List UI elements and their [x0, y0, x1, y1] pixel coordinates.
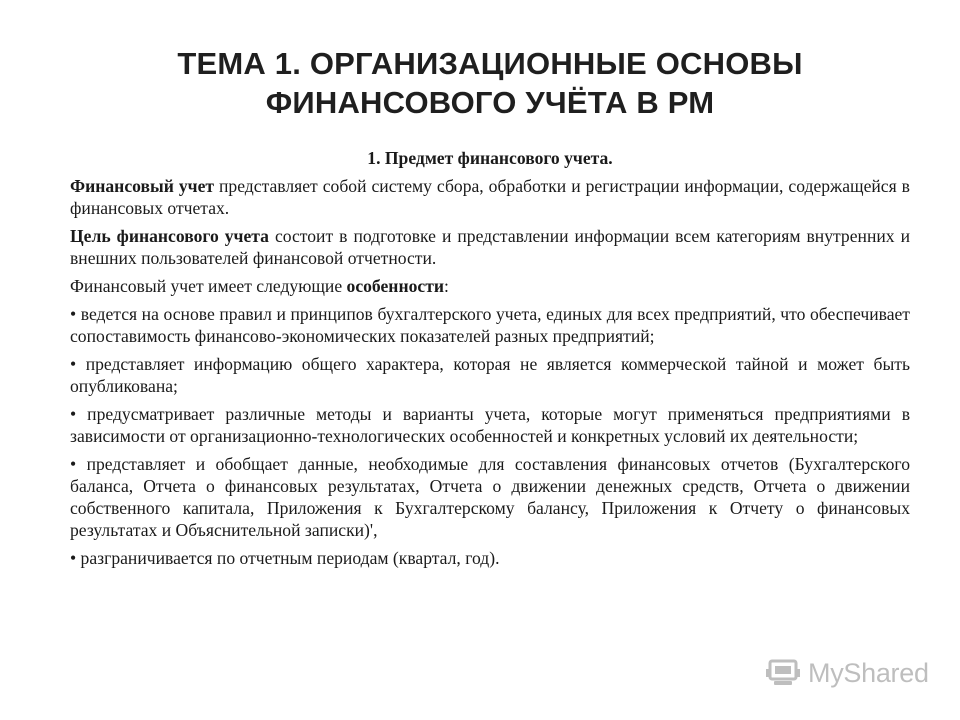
- bullet-item: • представляет информацию общего характера, которая не является коммерческой тайной и может быть опубликована;: [70, 354, 910, 396]
- bullet-item: • разграничивается по отчетным периодам (квартал, год).: [70, 548, 500, 568]
- bullet-item: • ведется на основе правил и принципов бухгалтерского учета, единых для всех предприятий, что обеспечивает сопоставимость финансово-экономических показателей разных предприятий;: [70, 304, 910, 346]
- paragraph-definition: [70, 175, 910, 219]
- definition-text: представляет собой систему сбора, обработки и регистрации информации, содержащейся в финансовых отчетах.: [70, 176, 910, 218]
- title-line-2: ФИНАНСОВОГО УЧЁТА В РМ: [265, 85, 715, 120]
- bullet-item: • предусматривает различные методы и варианты учета, которые могут применяться предприятиями в зависимости от организационно-технологических особенностей и конкретных условий их деятельности;: [70, 404, 910, 446]
- goal-text: состоит в подготовке и представлении информации всем категориям внутренних и внешних пользователей финансовой отчетности.: [70, 226, 910, 268]
- features-intro-text: Финансовый учет имеет следующие: [70, 276, 347, 296]
- watermark: [764, 656, 929, 690]
- watermark-text: MyShared: [808, 657, 929, 688]
- page-title: [120, 44, 860, 122]
- goal-term: Цель финансового учета: [70, 226, 269, 246]
- myshared-logo-icon: [764, 657, 802, 689]
- slide-content: [70, 147, 910, 575]
- paragraph-goal: [70, 225, 910, 269]
- features-term: особенности: [346, 276, 444, 296]
- section-subtitle: 1. Предмет финансового учета.: [367, 148, 613, 168]
- paragraph-features-intro: [70, 275, 910, 297]
- bullet-item: • представляет и обобщает данные, необходимые для составления финансовых отчетов (Бухгалтерского баланса, Отчета о финансовых результатах, Отчета о движении денежных средств, Отчета о движении собственного капитала, Приложения к Бухгалтерскому балансу, Приложения к Отчету о финансовых результатах и Объяснительной записки)',: [70, 454, 910, 540]
- features-colon: :: [443, 276, 449, 296]
- title-line-1: ТЕМА 1. ОРГАНИЗАЦИОННЫЕ ОСНОВЫ: [177, 46, 803, 81]
- definition-term: Финансовый учет: [70, 176, 215, 196]
